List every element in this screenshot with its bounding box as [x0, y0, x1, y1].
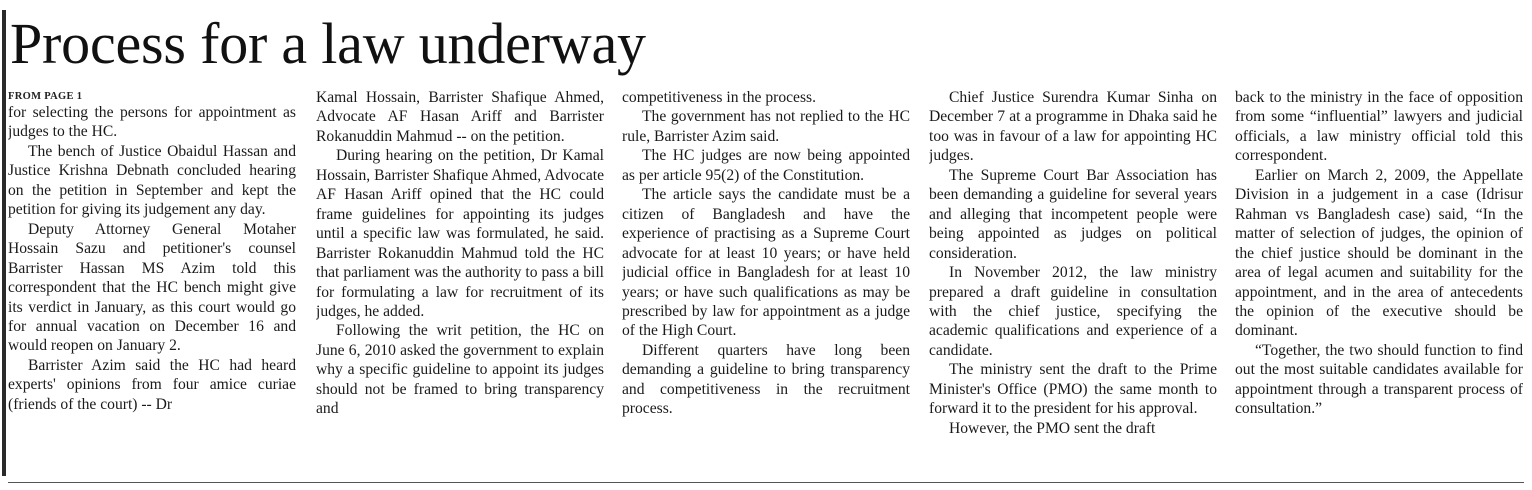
- paragraph: The HC judges are now being appointed as per article 95(2) of the Constitution.: [622, 147, 910, 184]
- paragraph: The article says the candidate must be a citizen of Bangladesh and have the experience of practising as a Supreme Court advocate for at least 10 years; or have held judicial office in Bangladesh for at least 10 years; or have such qualifications as may be prescribed by law for appointment as a judge of the High Court.: [622, 186, 910, 340]
- article-body: [8, 88, 1524, 468]
- paragraph: In November 2012, the law ministry prepared a draft guideline in consultation with the chief justice, specifying the academic qualifications and experience of a candidate.: [929, 264, 1217, 359]
- article-column-2: [316, 88, 604, 468]
- paragraph: The government has not replied to the HC rule, Barrister Azim said.: [622, 108, 910, 145]
- article-column-3: [622, 88, 910, 468]
- jump-kicker: FROM PAGE 1: [8, 91, 83, 102]
- paragraph: Barrister Azim said the HC had heard experts' opinions from four amice curiae (friends of the court) -- Dr: [8, 356, 296, 413]
- article-column-1: [8, 88, 296, 468]
- article-column-4: [929, 88, 1217, 468]
- paragraph: Following the writ petition, the HC on June 6, 2010 asked the government to explain why a specific guideline to appoint its judges should not be framed to bring transparency and: [316, 322, 604, 418]
- paragraph: However, the PMO sent the draft: [949, 419, 1156, 437]
- paragraph: The ministry sent the draft to the Prime Minister's Office (PMO) the same month to forward it to the president for his approval.: [929, 361, 1217, 418]
- paragraph: The bench of Justice Obaidul Hassan and Justice Krishna Debnath concluded hearing on the petition in September and kept the petition for giving its judgement any day.: [8, 142, 296, 219]
- paragraph: back to the ministry in the face of opposition from some “influential” lawyers and judicial officials, a law ministry official told this correspondent.: [1235, 89, 1523, 165]
- paragraph: “Together, the two should function to find out the most suitable candidates available for appointment through a transparent process of consultation.”: [1235, 341, 1523, 418]
- bottom-rule: [8, 482, 1524, 483]
- paragraph: for selecting the persons for appointment as judges to the HC.: [8, 104, 296, 141]
- paragraph: The Supreme Court Bar Association has been demanding a guideline for several years and alleging that incompetent people were being appointed as judges on political consideration.: [929, 166, 1217, 262]
- article-column-5: [1235, 88, 1523, 468]
- paragraph: Kamal Hossain, Barrister Shafique Ahmed, Advocate AF Hasan Ariff and Barrister Rokanuddin Mahmud -- on the petition.: [316, 89, 604, 145]
- headline: Process for a law underway: [10, 11, 646, 76]
- paragraph: Chief Justice Surendra Kumar Sinha on December 7 at a programme in Dhaka said he too was in favour of a law for appointing HC judges.: [929, 89, 1217, 165]
- paragraph: competitiveness in the process.: [622, 89, 817, 106]
- paragraph: During hearing on the petition, Dr Kamal Hossain, Barrister Shafique Ahmed, Advocate AF Hasan Ariff opined that the HC could frame guidelines for appointing its judges until a specific law was formulated, he said. Barrister Rokanuddin Mahmud told the HC that parliament was the authority to pass a bill for formulating a law for recruitment of its judges, he added.: [316, 147, 604, 320]
- paragraph: Different quarters have long been demanding a guideline to bring transparency and competitiveness in the recruitment process.: [622, 341, 910, 418]
- paragraph: Earlier on March 2, 2009, the Appellate Division in a judgement in a case (Idrisur Rahman vs Bangladesh case) said, “In the matter of selection of judges, the opinion of the chief justice should be dominant in the area of legal acumen and suitability for the appointment, and in the area of antecedents the opinion of the executive should be dominant.: [1235, 166, 1523, 340]
- left-border-rule: [2, 10, 6, 476]
- paragraph: Deputy Attorney General Motaher Hossain Sazu and petitioner's counsel Barrister Hassan MS Azim told this correspondent that the HC bench might give its verdict in January, as this court would go for annual vacation on December 16 and would reopen on January 2.: [8, 220, 296, 355]
